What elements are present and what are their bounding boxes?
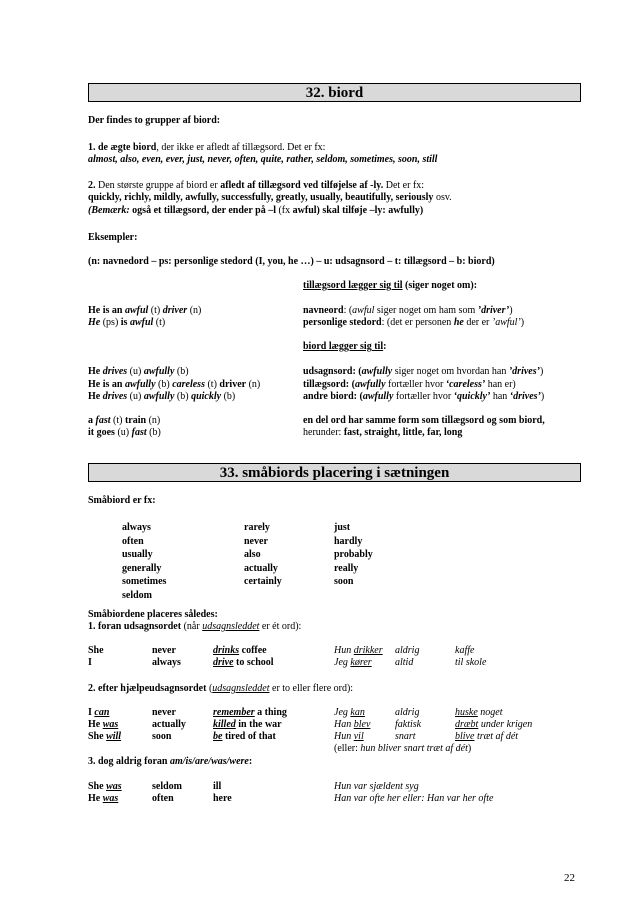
- t: noget: [477, 707, 503, 718]
- t: :: [248, 756, 253, 767]
- t: driver: [219, 379, 247, 390]
- t: he: [453, 317, 464, 328]
- r1-row-2-subject: I: [88, 657, 92, 668]
- ex3-left-1: [88, 415, 160, 427]
- t: (t): [153, 317, 166, 328]
- t: (t): [148, 305, 163, 316]
- r1-row-2-danish: [334, 657, 372, 669]
- r3-row-2-subject: [88, 793, 118, 805]
- adverb-col-3: [334, 521, 373, 589]
- adv-heading-title: biord lægger sig til: [303, 341, 384, 352]
- t: I: [88, 707, 95, 718]
- t: was: [102, 793, 119, 804]
- t: ‘careless’: [445, 379, 486, 390]
- t: He: [88, 719, 103, 730]
- adj-heading-rest: (siger noget om):: [402, 280, 478, 291]
- section-32-header: [88, 83, 581, 102]
- list-item: probably: [334, 549, 373, 561]
- t: awfully: [354, 379, 386, 390]
- r2-row-1-adverb: never: [152, 707, 176, 718]
- t: is: [120, 317, 130, 328]
- section-33-title: 33. småbiords placering i sætningen: [219, 465, 450, 481]
- adverb-col-2: [244, 521, 282, 589]
- group-1-line: [88, 142, 325, 154]
- group-2-list-line: [88, 192, 452, 204]
- t: ): [520, 317, 525, 328]
- t: kører: [350, 657, 372, 668]
- t: udsagnsleddet: [202, 621, 260, 632]
- t: driver: [162, 305, 188, 316]
- group-2-text-end: Det er fx:: [383, 180, 425, 191]
- adj-heading: [303, 280, 477, 292]
- t: hun bliver snart træt af dét: [360, 743, 468, 754]
- t: awfully: [143, 391, 175, 402]
- r2-row-1-verb: [213, 707, 287, 719]
- adv-heading-rest: :: [383, 341, 387, 352]
- t: (b): [146, 427, 161, 438]
- t: huske: [455, 707, 478, 718]
- t: a thing: [254, 707, 287, 718]
- group-2-number: 2.: [88, 180, 96, 191]
- list-item: actually: [244, 562, 278, 574]
- t: was: [102, 719, 119, 730]
- t: fortæller hvor: [385, 379, 446, 390]
- t: awfully: [362, 391, 394, 402]
- r2-note: [334, 743, 471, 755]
- r3-row-1-subject: [88, 781, 122, 793]
- t: : (: [343, 305, 353, 316]
- t: fortæller hvor: [393, 391, 454, 402]
- r2-row-3-da-verb: [455, 731, 518, 743]
- r2-row-3-subject: [88, 731, 121, 743]
- r2-row-3-adverb: soon: [152, 731, 172, 742]
- t: drikker: [353, 645, 383, 656]
- t: (eller:: [334, 743, 361, 754]
- t: to school: [233, 657, 274, 668]
- t: a: [88, 415, 96, 426]
- page-number: 22: [564, 872, 575, 884]
- r3-row-1-danish: Hun var sjældent syg: [334, 781, 419, 792]
- t: (u): [127, 366, 144, 377]
- list-item: always: [122, 522, 151, 533]
- rule-3-heading: [88, 756, 252, 768]
- list-item: just: [334, 522, 351, 533]
- legend: (n: navnedord – ps: personlige stedord (I, you, he …) – u: udsagnsord – t: tillægsord – b: biord): [88, 256, 495, 267]
- t: navneord: [303, 305, 344, 316]
- ex2-left-2: [88, 379, 260, 391]
- t: ’awful’: [491, 317, 521, 328]
- t: (n): [246, 379, 261, 390]
- t: awfully: [143, 366, 175, 377]
- r3-row-1-rest: ill: [213, 781, 222, 792]
- t: 2. efter hjælpeudsagnsordet: [88, 683, 207, 694]
- t: can: [94, 707, 110, 718]
- t: er to eller flere ord):: [269, 683, 354, 694]
- t: awful: [352, 305, 375, 316]
- t: (b): [221, 391, 236, 402]
- ex1-left-1: [88, 305, 201, 317]
- r1-row-1-subject: She: [88, 645, 104, 656]
- t: (n): [146, 415, 161, 426]
- t: it goes: [88, 427, 115, 438]
- t: be: [213, 731, 223, 742]
- note-text: også et tillægsord, der ender på –l: [129, 205, 276, 216]
- list-item: sometimes: [122, 576, 167, 588]
- ex1-left-2: [88, 317, 165, 329]
- list-item: never: [244, 535, 268, 547]
- t: He is an: [88, 379, 125, 390]
- t: careless: [172, 379, 205, 390]
- ex2-right-1: [303, 366, 543, 378]
- t: (n): [187, 305, 202, 316]
- t: drive: [213, 657, 234, 668]
- t: kan: [350, 707, 365, 718]
- t: fast: [95, 415, 111, 426]
- t: drives: [102, 366, 128, 377]
- t: blev: [353, 719, 371, 730]
- list-item: rarely: [244, 522, 270, 533]
- t: vil: [353, 731, 364, 742]
- ex2-left-3: [88, 391, 235, 403]
- t: ): [509, 305, 513, 316]
- r1-row-2-da-rest: til skole: [455, 657, 487, 668]
- t: : (det er personen: [381, 317, 454, 328]
- t: (b): [174, 391, 192, 402]
- group-1-title: de ægte biord: [98, 142, 157, 153]
- r3-row-2-danish: Han var ofte her eller: Han var her ofte: [334, 793, 494, 804]
- t: train: [124, 415, 147, 426]
- r1-row-2-verb: [213, 657, 274, 669]
- t: 1. foran udsagnsordet: [88, 621, 182, 632]
- t: (når: [181, 621, 203, 632]
- r2-row-1-da-verb: [455, 707, 503, 719]
- t: in the war: [235, 719, 282, 730]
- t: (u): [114, 427, 132, 438]
- t: (u): [127, 391, 144, 402]
- t: (: [206, 683, 213, 694]
- ex2-right-3: [303, 391, 544, 403]
- r2-row-2-adverb: actually: [152, 719, 186, 730]
- list-item: really: [334, 562, 359, 574]
- adv-heading: [303, 341, 386, 353]
- t: der er: [463, 317, 492, 328]
- t: awfully: [124, 379, 156, 390]
- r2-row-1-da-adverb: aldrig: [395, 707, 420, 718]
- placement-intro: Småbiordene placeres således:: [88, 609, 218, 620]
- t: træt af dét: [474, 731, 519, 742]
- group-1-text: , der ikke er afledt af tillægsord. Det er fx:: [156, 142, 326, 153]
- t: Jeg: [334, 657, 351, 668]
- examples-label: Eksempler:: [88, 232, 138, 243]
- ex3-right-1: en del ord har samme form som tillægsord og som biord,: [303, 415, 545, 426]
- group-2-text: Den største gruppe af biord er: [95, 180, 221, 191]
- section-33-header: [88, 463, 581, 482]
- t: Han: [334, 719, 354, 730]
- rule-2-heading: [88, 683, 353, 695]
- t: blive: [455, 731, 475, 742]
- r2-row-2-subject: [88, 719, 118, 731]
- t: She: [88, 781, 107, 792]
- ex2-right-2: [303, 379, 516, 391]
- t: will: [106, 731, 122, 742]
- biord-intro: Der findes to grupper af biord:: [88, 115, 221, 126]
- ex2-left-1: [88, 366, 189, 378]
- t: herunder:: [303, 427, 344, 438]
- t: (ps): [100, 317, 121, 328]
- note-label: (Bemærk:: [88, 205, 130, 216]
- r2-row-2-da-verb: [455, 719, 532, 731]
- note-text-end: awful) skal tilføje –ly: awfully): [292, 205, 424, 216]
- t: (t): [204, 379, 220, 390]
- ex1-right-1: [303, 305, 513, 317]
- list-item: seldom: [122, 589, 152, 601]
- t: He is an: [88, 305, 125, 316]
- t: tired of that: [222, 731, 276, 742]
- ex1-right-2: [303, 317, 524, 329]
- group-2-line: [88, 180, 424, 192]
- t: awful: [129, 317, 154, 328]
- t: am/is/are/was/were: [169, 756, 249, 767]
- r1-row-1-da-rest: kaffe: [455, 645, 475, 656]
- t: Jeg: [334, 707, 351, 718]
- group-2-list: quickly, richly, mildly, awfully, successfully, greatly, usually, beautifully, seriously: [88, 192, 434, 203]
- note-text-plain: (fx: [275, 205, 293, 216]
- list-item: usually: [122, 549, 153, 561]
- t: drinks: [213, 645, 240, 656]
- smaabiord-intro: Småbiord er fx:: [88, 495, 156, 506]
- t: ): [540, 391, 545, 402]
- t: siger noget om hvordan han: [392, 366, 509, 377]
- t: er ét ord):: [259, 621, 302, 632]
- group-1-number: 1.: [88, 142, 96, 153]
- t: drives: [102, 391, 128, 402]
- r2-row-2-danish: [334, 719, 370, 731]
- t: udsagnsleddet: [212, 683, 270, 694]
- list-item: generally: [122, 562, 162, 574]
- r1-row-1-verb: [213, 645, 267, 657]
- t: udsagnsord: (: [303, 366, 362, 377]
- r1-row-1-danish: [334, 645, 383, 657]
- t: personlige stedord: [303, 317, 382, 328]
- t: He: [88, 317, 101, 328]
- t: He: [88, 366, 103, 377]
- t: dræbt: [455, 719, 479, 730]
- r2-row-1-danish: [334, 707, 365, 719]
- note-line: [88, 205, 423, 217]
- t: (b): [155, 379, 173, 390]
- t: han: [490, 391, 510, 402]
- list-item: often: [122, 535, 144, 547]
- group-2-title: afledt af tillægsord ved tilføjelse af -ly.: [220, 180, 384, 191]
- t: was: [106, 781, 122, 792]
- r3-row-1-adverb: seldom: [152, 781, 182, 792]
- t: 3. dog aldrig foran: [88, 756, 170, 767]
- t: quickly: [191, 391, 222, 402]
- list-item: also: [244, 549, 261, 561]
- t: Hun: [334, 645, 354, 656]
- t: remember: [213, 707, 255, 718]
- t: tillægsord: (: [303, 379, 355, 390]
- list-item: certainly: [244, 576, 282, 588]
- r2-row-3-danish: [334, 731, 364, 743]
- t: ‘drives’: [509, 391, 541, 402]
- group-2-osv: osv.: [433, 192, 452, 203]
- r2-row-3-da-adverb: snart: [395, 731, 416, 742]
- t: awful: [124, 305, 149, 316]
- ex3-left-2: [88, 427, 161, 439]
- t: She: [88, 731, 107, 742]
- t: ’driver’: [477, 305, 510, 316]
- t: fast: [131, 427, 147, 438]
- t: ’drives’: [508, 366, 540, 377]
- t: He: [88, 391, 103, 402]
- r1-row-1-adverb: never: [152, 645, 176, 656]
- adverb-col-1: [122, 521, 166, 603]
- r3-row-2-adverb: often: [152, 793, 174, 804]
- t: ): [539, 366, 544, 377]
- section-32-title: 32. biord: [305, 85, 364, 101]
- r2-row-2-verb: [213, 719, 282, 731]
- t: andre biord: (: [303, 391, 363, 402]
- list-item: hardly: [334, 535, 363, 547]
- t: Hun: [334, 731, 354, 742]
- t: han er): [485, 379, 516, 390]
- r2-row-1-subject: [88, 707, 109, 719]
- t: fast, straight, little, far, long: [343, 427, 463, 438]
- r2-row-3-verb: [213, 731, 276, 743]
- r1-row-2-adverb: always: [152, 657, 181, 668]
- adj-heading-title: tillægsord lægger sig til: [303, 280, 403, 291]
- rule-1-heading: [88, 621, 301, 633]
- t: siger noget om ham som: [374, 305, 478, 316]
- t: He: [88, 793, 103, 804]
- r2-row-2-da-adverb: faktisk: [395, 719, 422, 730]
- t: (t): [110, 415, 125, 426]
- t: under krigen: [478, 719, 533, 730]
- t: coffee: [239, 645, 267, 656]
- t: ): [467, 743, 472, 754]
- r1-row-2-da-adverb: altid: [395, 657, 414, 668]
- r1-row-1-da-adverb: aldrig: [395, 645, 420, 656]
- list-item: soon: [334, 576, 354, 588]
- r3-row-2-rest: here: [213, 793, 232, 804]
- t: awfully: [361, 366, 393, 377]
- ex3-right-2: [303, 427, 462, 439]
- group-1-list: almost, also, even, ever, just, never, often, quite, rather, seldom, sometimes, soon, still: [88, 154, 438, 165]
- t: killed: [213, 719, 236, 730]
- t: (b): [174, 366, 189, 377]
- t: ‘quickly’: [453, 391, 491, 402]
